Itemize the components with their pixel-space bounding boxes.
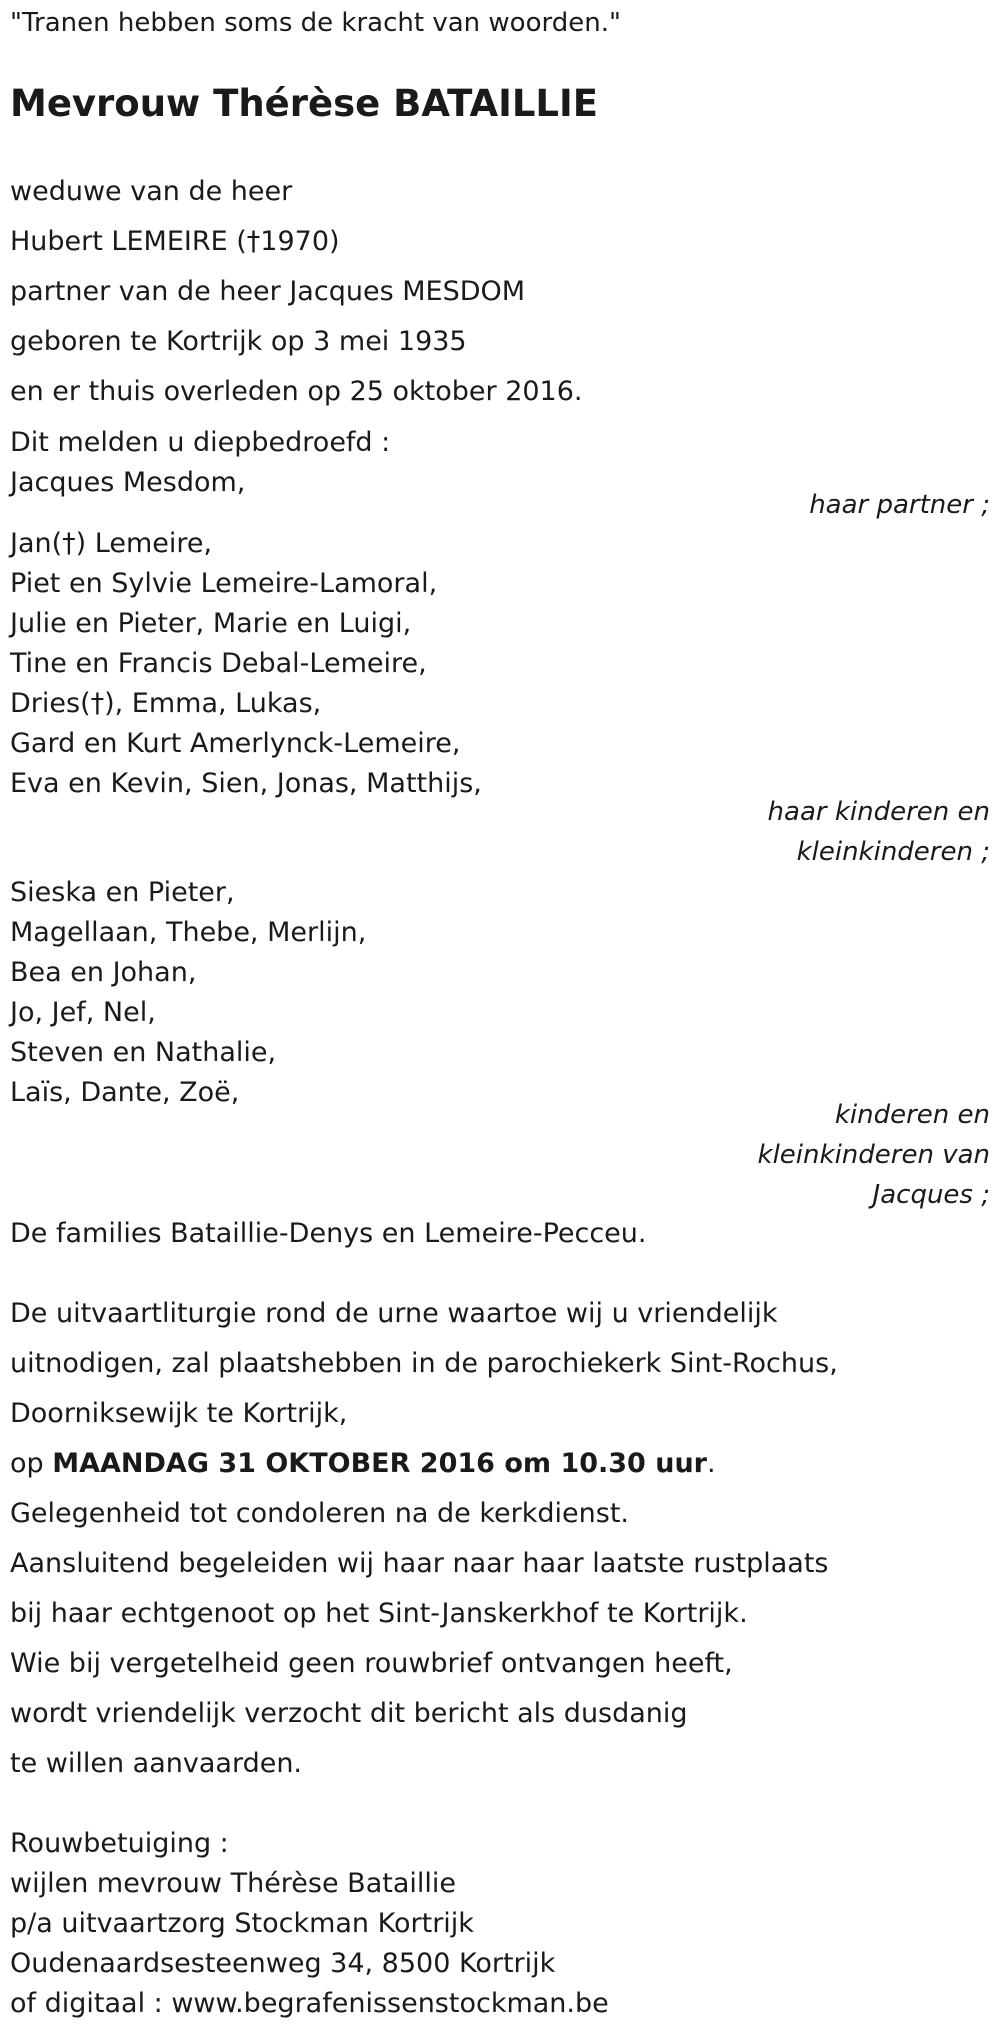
condolence-line: p/a uitvaartzorg Stockman Kortrijk bbox=[10, 1908, 474, 1939]
mourner-name: Jan(†) Lemeire, bbox=[10, 528, 213, 559]
ceremony-line: Aansluitend begeleiden wij haar naar haar laatste rustplaats bbox=[10, 1548, 829, 1579]
relation-label: haar kinderen en bbox=[767, 797, 990, 827]
relation-label: Jacques ; bbox=[872, 1180, 990, 1210]
ceremony-line: bij haar echtgenoot op het Sint-Janskerkhof te Kortrijk. bbox=[10, 1598, 748, 1629]
mourner-name: Julie en Pieter, Marie en Luigi, bbox=[10, 608, 412, 639]
mourner-name: Steven en Nathalie, bbox=[10, 1037, 277, 1068]
condolence-line: wijlen mevrouw Thérèse Bataillie bbox=[10, 1868, 457, 1899]
intro-line: partner van de heer Jacques MESDOM bbox=[10, 276, 526, 307]
intro-line: en er thuis overleden op 25 oktober 2016. bbox=[10, 376, 583, 407]
relation-label: kleinkinderen van bbox=[757, 1140, 990, 1170]
relation-label: kinderen en bbox=[834, 1100, 990, 1130]
mourner-name: Gard en Kurt Amerlynck-Lemeire, bbox=[10, 728, 461, 759]
intro-line: geboren te Kortrijk op 3 mei 1935 bbox=[10, 326, 467, 357]
intro-line: weduwe van de heer bbox=[10, 176, 293, 207]
mourner-name: Piet en Sylvie Lemeire-Lamoral, bbox=[10, 568, 438, 599]
quote: "Tranen hebben soms de kracht van woorden." bbox=[10, 8, 621, 38]
date-prefix: op bbox=[10, 1448, 53, 1479]
mourner-name: Dries(†), Emma, Lukas, bbox=[10, 688, 322, 719]
ceremony-line: De uitvaartliturgie rond de urne waartoe wij u vriendelijk bbox=[10, 1298, 778, 1329]
condolence-line: Rouwbetuiging : bbox=[10, 1828, 229, 1859]
deceased-name: Mevrouw Thérèse BATAILLIE bbox=[10, 82, 599, 125]
ceremony-line: wordt vriendelijk verzocht dit bericht als dusdanig bbox=[10, 1698, 688, 1729]
relation-label: haar partner ; bbox=[809, 490, 990, 520]
families-line: De families Bataillie-Denys en Lemeire-Pecceu. bbox=[10, 1218, 647, 1249]
condolence-line: Oudenaardsesteenweg 34, 8500 Kortrijk bbox=[10, 1948, 556, 1979]
intro-line: Hubert LEMEIRE (†1970) bbox=[10, 226, 340, 257]
ceremony-date-line bbox=[10, 1448, 716, 1480]
ceremony-line: uitnodigen, zal plaatshebben in de parochiekerk Sint-Rochus, bbox=[10, 1348, 838, 1379]
condolence-line: of digitaal : www.begrafenissenstockman.be bbox=[10, 1988, 609, 2019]
mourner-name: Tine en Francis Debal-Lemeire, bbox=[10, 648, 427, 679]
ceremony-date: MAANDAG 31 OKTOBER 2016 om 10.30 uur bbox=[52, 1448, 707, 1479]
announce-line: Dit melden u diepbedroefd : bbox=[10, 427, 391, 458]
mourner-name: Jacques Mesdom, bbox=[10, 467, 246, 498]
mourner-name: Sieska en Pieter, bbox=[10, 877, 235, 908]
mourner-name: Magellaan, Thebe, Merlijn, bbox=[10, 917, 367, 948]
mourner-name: Jo, Jef, Nel, bbox=[10, 997, 156, 1028]
ceremony-line: Gelegenheid tot condoleren na de kerkdienst. bbox=[10, 1498, 629, 1529]
ceremony-line: Wie bij vergetelheid geen rouwbrief ontvangen heeft, bbox=[10, 1648, 733, 1679]
mourner-name: Laïs, Dante, Zoë, bbox=[10, 1077, 240, 1108]
mourner-name: Eva en Kevin, Sien, Jonas, Matthijs, bbox=[10, 768, 482, 799]
date-suffix: . bbox=[707, 1448, 716, 1479]
ceremony-line: Doorniksewijk te Kortrijk, bbox=[10, 1398, 348, 1429]
relation-label: kleinkinderen ; bbox=[796, 837, 990, 867]
ceremony-line: te willen aanvaarden. bbox=[10, 1748, 303, 1779]
mourner-name: Bea en Johan, bbox=[10, 957, 197, 988]
